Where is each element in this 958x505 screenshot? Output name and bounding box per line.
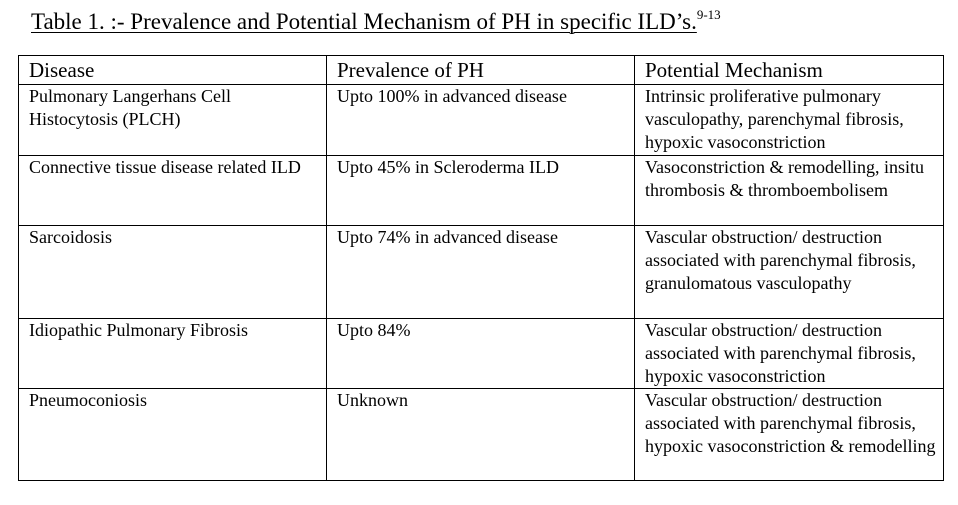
cell-mechanism: Vascular obstruction/ destruction associated with parenchymal fibrosis, hypoxic vasoconstriction & remodelling — [635, 389, 944, 481]
cell-disease: Pulmonary Langerhans Cell Histocytosis (PLCH) — [19, 85, 327, 156]
cell-mechanism: Vascular obstruction/ destruction associated with parenchymal fibrosis, granulomatous vasculopathy — [635, 226, 944, 319]
table-header-row — [19, 56, 944, 85]
caption-references: 9-13 — [696, 7, 721, 22]
cell-disease: Connective tissue disease related ILD — [19, 156, 327, 226]
cell-prevalence: Unknown — [327, 389, 635, 481]
table-row — [19, 389, 944, 481]
cell-disease: Idiopathic Pulmonary Fibrosis — [19, 319, 327, 389]
header-mechanism: Potential Mechanism — [635, 56, 944, 85]
cell-disease: Sarcoidosis — [19, 226, 327, 319]
header-prevalence: Prevalence of PH — [327, 56, 635, 85]
cell-disease: Pneumoconiosis — [19, 389, 327, 481]
caption-text: Table 1. :- Prevalence and Potential Mechanism of PH in specific ILD’s. — [31, 9, 697, 34]
table-row — [19, 319, 944, 389]
table-row — [19, 226, 944, 319]
prevalence-table — [18, 55, 944, 481]
cell-mechanism: Intrinsic proliferative pulmonary vasculopathy, parenchymal fibrosis, hypoxic vasoconstriction — [635, 85, 944, 156]
header-disease: Disease — [19, 56, 327, 85]
table-row — [19, 85, 944, 156]
cell-mechanism: Vasoconstriction & remodelling, insitu thrombosis & thromboembolisem — [635, 156, 944, 226]
cell-prevalence: Upto 84% — [327, 319, 635, 389]
cell-prevalence: Upto 45% in Scleroderma ILD — [327, 156, 635, 226]
cell-mechanism: Vascular obstruction/ destruction associated with parenchymal fibrosis, hypoxic vasoconstriction — [635, 319, 944, 389]
table-row — [19, 156, 944, 226]
cell-prevalence: Upto 74% in advanced disease — [327, 226, 635, 319]
table-caption — [31, 8, 721, 36]
cell-prevalence: Upto 100% in advanced disease — [327, 85, 635, 156]
